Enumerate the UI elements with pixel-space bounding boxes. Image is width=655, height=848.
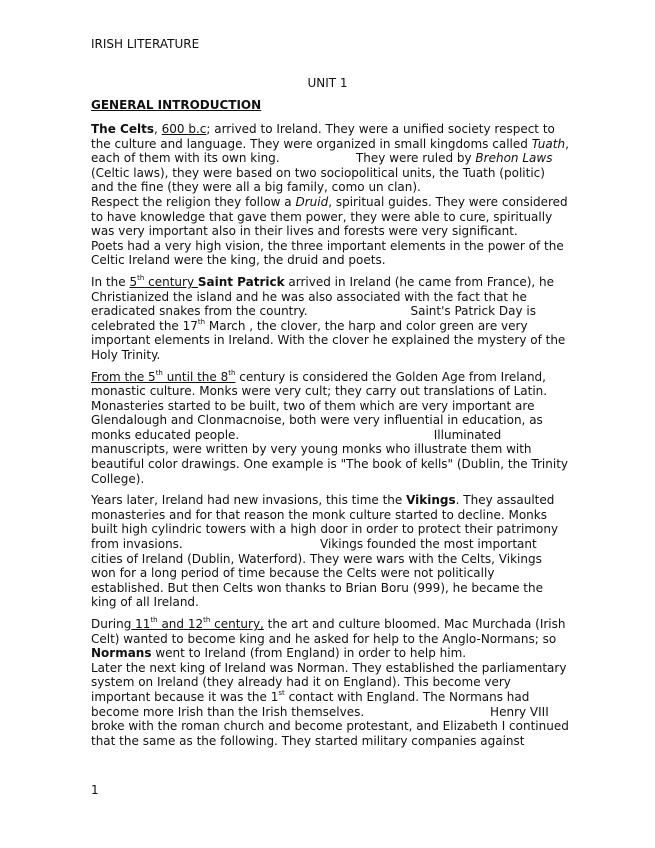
paragraph-vikings [91,493,569,610]
italic-term: Druid [295,194,329,209]
underlined-date [131,617,264,631]
text-run: 5 [129,274,138,289]
text-run: Years later, Ireland had new invasions, this time the [91,493,407,508]
text-run: Poets had a very high vision, the three important elements in the power of the Celtic Ireland were the king, the druid and poets. [91,238,568,268]
text-run: (Celtic laws), they were based on two sociopolitical units, the Tuath (politic) and the fine (they were all a big family, como un clan). [91,151,557,195]
text-run: Later the next king of Ireland was Norman. They established the parliamentary system on Ireland (they already had it on England). This become very important because it was the 1 [91,660,571,704]
italic-term: Tuath [531,136,566,151]
superscript: th [155,368,163,377]
underlined-date: 600 b.c [161,122,207,136]
superscript: th [137,273,145,282]
text-run: century is considered the Golden Age from Ireland, monastic culture. Monks were very cult; they carry out translations of Latin. Monasteries started to be built, two of them which are very important are Glendalough and Clonmacnoise, both were very influential in education, as monks educated people. Illuminated manuscripts, were written by very young monks who illustrate them with beautiful color drawings. One example is "The book of kells" (Dublin, the Trinity College). [91,369,572,486]
underlined-date [129,275,197,289]
paragraph-saint-patrick [91,275,569,363]
running-header: IRISH LITERATURE [91,37,200,51]
text-run: the art and culture bloomed. Mac Murchada (Irish Celt) wanted to become king and he asked for help to the Anglo-Normans; so [91,617,570,646]
text-run: until the 8 [162,369,229,384]
unit-title: UNIT 1 [307,76,348,90]
text-run: From the 5 [91,369,156,384]
text-run: . They assaulted monasteries and for that reason the monk culture started to decline. Monks built high cylindric towers with a high door in order to protect their patrimony from invasions. Vikings founded the most important cities of Ireland (Dublin, Waterford). They were wars with the Celts, Vikings won for a long period of time because the Celts were not politically established. But then Celts won thanks to Brian Boru (999), he became the king of all Ireland. [91,493,562,610]
italic-term: Brehon Laws [475,151,553,166]
text-run: , each of them with its own king. They were ruled by [91,136,573,166]
section-heading: GENERAL INTRODUCTION [91,98,262,112]
text-run: , spiritual guides. They were considered to have knowledge that gave them power, they were able to cure, spiritually was very important also in their lives and forests were very significant. [91,194,572,239]
text-run: and 12 [157,617,204,631]
paragraph-normans [91,616,573,748]
text-run: Respect the religion they follow a [91,194,296,209]
text-run: During [91,617,132,631]
superscript: th [197,317,206,326]
text-run: century [144,274,198,289]
text-run: March , the clover, the harp and color green are very important elements in Ireland. With the clover he explained the mystery of the Holy Trinity. [91,318,570,362]
text-run: , [153,122,162,136]
text-run: contact with England. The Normans had become more Irish than the Irish themselves. Henry VIII broke with the roman church and become protestant, and Elizabeth I continued that the same as the following. They started military companies against [91,689,573,748]
text-run: century, [210,617,264,631]
text-run: In the [91,274,130,289]
superscript: th [150,616,158,624]
text-run: ; arrived to Ireland. They were a unified society respect to the culture and language. They were organized in small kingdoms called [91,122,559,151]
underlined-date [91,370,235,384]
text-run: 11 [131,617,151,631]
text-run: arrived in Ireland (he came from France), he Christianized the island and he was also associated with the fact that he eradicated snakes from the country. Saint's Patrick Day is celebrated the 17 [91,274,558,333]
paragraph-golden-age [91,368,572,487]
text-run: went to Ireland (from England) in order to help him. [151,646,467,661]
paragraph-celts [91,122,573,268]
document-body [91,122,573,755]
superscript: st [278,688,285,697]
bold-term: The Celts [91,122,154,136]
bold-term: Saint Patrick [197,274,285,289]
superscript: th [203,616,211,624]
bold-term: Normans [91,646,152,661]
page-number: 1 [91,783,99,797]
superscript: th [228,368,236,377]
bold-term: Vikings [406,493,456,508]
